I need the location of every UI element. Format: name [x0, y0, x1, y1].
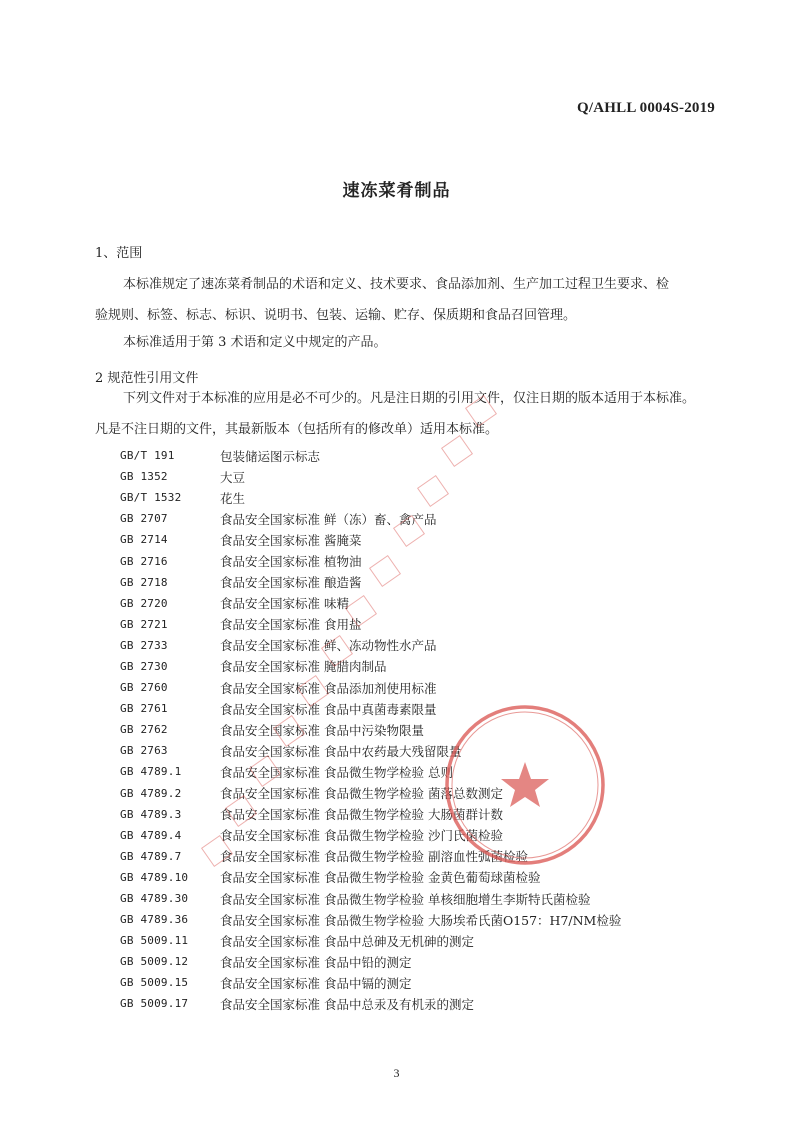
standard-code: Q/AHLL 0004S-2019	[576, 100, 715, 116]
intro-line-1: 下列文件对于本标准的应用是必不可少的。凡是注日期的引用文件，仅注日期的版本适用于本标准。	[123, 391, 696, 406]
reference-code: GB 5009.11	[120, 934, 189, 948]
reference-title: 食品安全国家标准 食品微生物学检验 总则	[220, 764, 453, 780]
section-2-heading: 2 规范性引用文件	[95, 371, 199, 386]
reference-title: 食品安全国家标准 腌腊肉制品	[220, 659, 387, 675]
scope-line-1: 本标准规定了速冻菜肴制品的术语和定义、技术要求、食品添加剂、生产加工过程卫生要求、检	[123, 277, 670, 292]
reference-title: 食品安全国家标准 食品中污染物限量	[220, 722, 424, 738]
section-1-body	[95, 269, 715, 355]
reference-code: GB 2707	[120, 512, 168, 526]
reference-title: 食品安全国家标准 食品中总砷及无机砷的测定	[220, 933, 474, 949]
reference-row	[120, 951, 680, 972]
reference-code: GB 5009.12	[120, 955, 189, 969]
reference-title: 食品安全国家标准 酱腌菜	[220, 532, 362, 548]
reference-title: 食品安全国家标准 食品中农药最大残留限量	[220, 743, 462, 759]
reference-code: GB 4789.3	[120, 807, 182, 821]
reference-code: GB 4789.2	[120, 786, 182, 800]
reference-title: 食品安全国家标准 鲜（冻）畜、禽产品	[220, 511, 437, 527]
reference-title: 食品安全国家标准 食品添加剂使用标准	[220, 680, 437, 696]
reference-code: GB 4789.4	[120, 828, 182, 842]
reference-code: GB 2730	[120, 659, 168, 673]
reference-code: GB 4789.7	[120, 849, 182, 863]
reference-code: GB 2721	[120, 617, 168, 631]
reference-title: 食品安全国家标准 味精	[220, 596, 349, 612]
reference-code: GB 2716	[120, 554, 168, 568]
reference-code: GB/T 191	[120, 449, 175, 463]
reference-title: 食品安全国家标准 食品中真菌毒素限量	[220, 701, 437, 717]
reference-title: 食品安全国家标准 食品微生物学检验 副溶血性弧菌检验	[220, 849, 528, 865]
reference-code: GB 5009.15	[120, 976, 189, 990]
scope-applicability: 本标准适用于第 3 术语和定义中规定的产品。	[123, 335, 387, 350]
reference-code: GB/T 1532	[120, 491, 182, 505]
reference-title: 食品安全国家标准 食品中镉的测定	[220, 975, 412, 991]
reference-title: 大豆	[220, 469, 246, 485]
reference-code: GB 2763	[120, 744, 168, 758]
reference-code: GB 2762	[120, 723, 168, 737]
scope-line-2: 验规则、标签、标志、标识、说明书、包装、运输、贮存、保质期和食品召回管理。	[95, 308, 577, 323]
section-1-heading: 1、范围	[95, 246, 143, 261]
reference-row	[120, 930, 680, 951]
reference-title: 食品安全国家标准 食品微生物学检验 菌落总数测定	[220, 786, 503, 802]
reference-code: GB 5009.17	[120, 997, 189, 1011]
intro-line-2: 凡是不注日期的文件，其最新版本（包括所有的修改单）适用本标准。	[95, 422, 499, 437]
reference-title: 食品安全国家标准 植物油	[220, 554, 362, 570]
reference-title: 食品安全国家标准 食品微生物学检验 沙门氏菌检验	[220, 828, 503, 844]
reference-row	[120, 993, 680, 1014]
reference-code: GB 2718	[120, 575, 168, 589]
reference-row	[120, 909, 680, 930]
reference-title: 食品安全国家标准 食用盐	[220, 617, 362, 633]
reference-code: GB 4789.1	[120, 765, 182, 779]
reference-row	[120, 972, 680, 993]
reference-code: GB 2720	[120, 596, 168, 610]
reference-title: 食品安全国家标准 鲜、冻动物性水产品	[220, 638, 437, 654]
reference-title: 食品安全国家标准 酿造酱	[220, 575, 362, 591]
reference-title: 食品安全国家标准 食品微生物学检验 大肠埃希氏菌O157：H7/NM检验	[220, 912, 622, 928]
reference-code: GB 4789.10	[120, 870, 189, 884]
reference-code: GB 4789.30	[120, 892, 189, 906]
reference-title: 食品安全国家标准 食品微生物学检验 金黄色葡萄球菌检验	[220, 870, 541, 886]
page-number: 3	[393, 1066, 400, 1080]
reference-code: GB 1352	[120, 470, 168, 484]
reference-code: GB 2761	[120, 702, 168, 716]
reference-title: 花生	[220, 490, 246, 506]
company-seal	[440, 700, 610, 870]
reference-code: GB 2760	[120, 681, 168, 695]
document-title: 速冻菜肴制品	[342, 181, 451, 201]
reference-code: GB 2733	[120, 638, 168, 652]
reference-title: 食品安全国家标准 食品中铅的测定	[220, 954, 412, 970]
reference-code: GB 2714	[120, 533, 168, 547]
reference-code: GB 4789.36	[120, 913, 189, 927]
reference-title: 食品安全国家标准 食品中总汞及有机汞的测定	[220, 996, 474, 1012]
reference-title: 包装储运图示标志	[220, 448, 321, 464]
reference-title: 食品安全国家标准 食品微生物学检验 大肠菌群计数	[220, 807, 503, 823]
reference-title: 食品安全国家标准 食品微生物学检验 单核细胞增生李斯特氏菌检验	[220, 891, 591, 907]
